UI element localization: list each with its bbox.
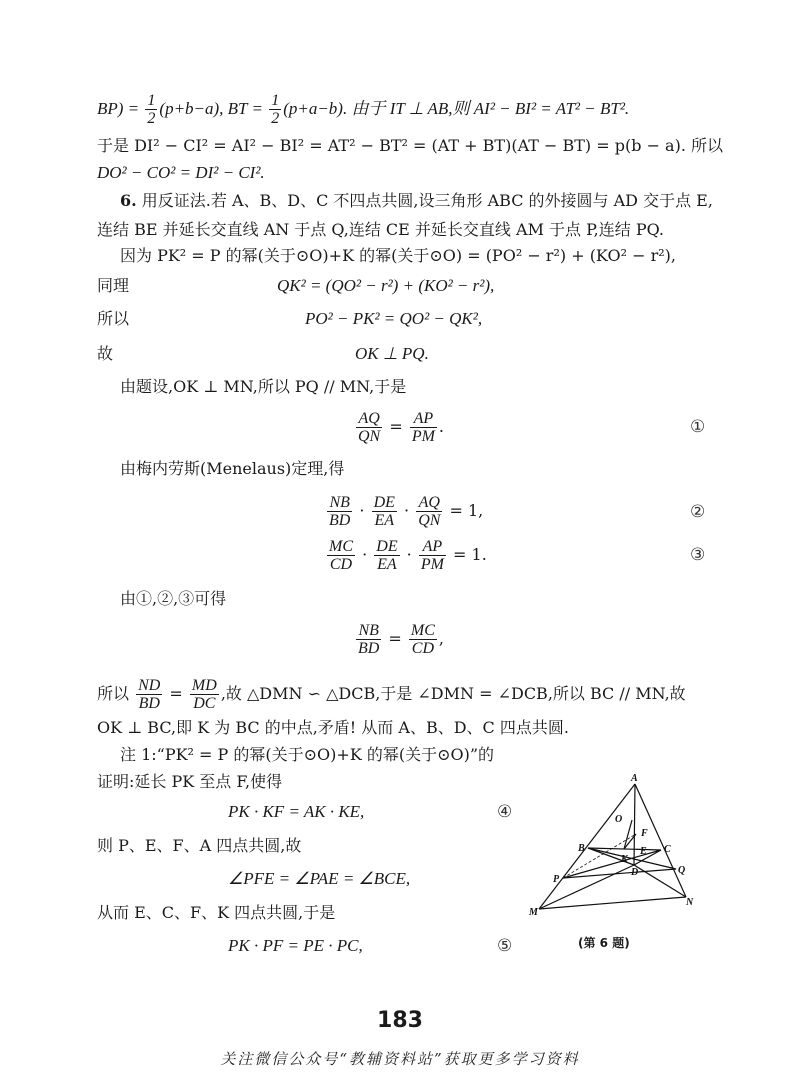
eq-pk-pf: PK · PF = PE · PC, [228, 936, 363, 955]
problem-number: 6. [120, 191, 137, 210]
text-line-1 [97, 92, 629, 127]
frac-nb-bd: $\frac{NB}{BD}$ [329, 494, 351, 529]
frac-aq-qn-2: $\frac{AQ}{QN}$ [418, 494, 441, 529]
label-C: C [664, 844, 671, 855]
frac-ap-pm-2: $\frac{AP}{PM}$ [420, 538, 444, 573]
figure-caption: (第 6 题) [578, 936, 630, 950]
eq-qk: QK² = (QO² − r²) + (KO² − r²), [277, 276, 495, 295]
fraction-half-2: $\frac{1}{2}$ [271, 92, 280, 127]
frac-nb-bd-2: $\frac{NB}{BD}$ [358, 622, 380, 657]
frac-md-dc: $\frac{MD}{DC}$ [191, 677, 217, 712]
text-similar: 所以 $\frac{ND}{BD}$ = $\frac{MD}{DC}$ ,故 △DMN ∽ △DCB,于是 ∠DMN = ∠DCB,所以 BC // MN,故 [97, 677, 686, 712]
eq-pk-kf: PK · KF = AK · KE, [228, 802, 365, 821]
label-P: P [553, 874, 560, 885]
label-M: M [529, 907, 538, 918]
note-1: 注 1:“PK² = P 的幂(关于⊙O)+K 的幂(关于⊙O)”的 [120, 745, 495, 764]
concyclic-text-2: 从而 E、C、F、K 四点共圆,于是 [97, 903, 336, 922]
similar-text: ,故 △DMN ∽ △DCB,于是 ∠DMN = ∠DCB,所以 BC // MN,故 [220, 684, 686, 703]
marker-1: ① [690, 417, 706, 437]
so-label-1: 所以 [97, 309, 130, 328]
menelaus-text: 由梅内劳斯(Menelaus)定理,得 [120, 459, 345, 478]
from-123-text: 由①,②,③可得 [120, 589, 227, 608]
eq-po-pk: PO² − PK² = QO² − QK², [305, 309, 483, 328]
frac-aq-qn: $\frac{AQ}{QN}$ [358, 410, 381, 445]
frac-de-ea-1: $\frac{DE}{EA}$ [373, 494, 395, 529]
marker-2: ② [690, 502, 706, 522]
equation-3: $\frac{MC}{CD}$ · $\frac{DE}{EA}$ · $\frac{AP}{PM}$ = 1. [329, 538, 487, 573]
eq-ok-pq: OK ⊥ PQ. [355, 344, 429, 363]
problem-6-text: 用反证法.若 A、B、D、C 不四点共圆,设三角形 ABC 的外接圆与 AD 交于点 E, [136, 191, 713, 210]
label-O: O [615, 814, 623, 825]
footer-promo: 关注微信公众号“教辅资料站”获取更多学习资料 [220, 1050, 580, 1068]
label-E: E [640, 846, 647, 857]
line1-a: BP) = [97, 99, 144, 118]
marker-5: ⑤ [497, 936, 513, 956]
label-K: K [621, 854, 628, 865]
marker-4: ④ [497, 802, 513, 822]
equation-2: $\frac{NB}{BD}$ · $\frac{DE}{EA}$ · $\frac{AQ}{QN}$ = 1, [329, 494, 484, 529]
text-ok-mn: 由题设,OK ⊥ MN,所以 PQ // MN,于是 [120, 377, 407, 396]
eq-angles: ∠PFE = ∠PAE = ∠BCE, [228, 869, 411, 888]
label-F: F [641, 828, 648, 839]
line1-c: (p+a−b). 由于 IT ⊥ AB,则 AI² − BI² = AT² − BT². [283, 99, 630, 118]
line1-b: (p+b−a), BT = [159, 99, 268, 118]
label-D: D [631, 867, 639, 878]
text-line-2: 于是 DI² − CI² = AI² − BI² = AT² − BT² = (AT + BT)(AT − BT) = p(b − a). 所以 [97, 136, 724, 155]
text-contradiction: OK ⊥ BC,即 K 为 BC 的中点,矛盾! 从而 A、B、D、C 四点共圆. [97, 718, 569, 737]
problem-6-line-2: 连结 BE 并延长交直线 AN 于点 Q,连结 CE 并延长交直线 AM 于点 P,连结 PQ. [97, 220, 664, 239]
text-line-3: DO² − CO² = DI² − CI². [97, 163, 265, 182]
same-reason-label: 同理 [97, 276, 130, 295]
label-Q: Q [678, 865, 686, 876]
frac-ap-pm: $\frac{AP}{PM}$ [411, 410, 435, 445]
concyclic-text-1: 则 P、E、F、A 四点共圆,故 [97, 836, 302, 855]
problem-6-line-1 [120, 190, 713, 212]
label-A: A [631, 773, 638, 784]
frac-mc-cd: $\frac{MC}{CD}$ [329, 538, 353, 573]
label-N: N [686, 897, 694, 908]
page-number: 183 [377, 1008, 423, 1033]
geometry-figure [528, 772, 698, 932]
equation-ratio: $\frac{NB}{BD}$ = $\frac{MC}{CD}$ , [358, 622, 444, 657]
frac-mc-cd-2: $\frac{MC}{CD}$ [410, 622, 435, 657]
therefore-label: 故 [97, 344, 114, 363]
proof-line: 证明:延长 PK 至点 F,使得 [97, 772, 283, 791]
equation-1: $\frac{AQ}{QN}$ = $\frac{AP}{PM}$ . [358, 410, 445, 445]
marker-3: ③ [690, 545, 706, 565]
frac-nd-bd: $\frac{ND}{BD}$ [138, 677, 161, 712]
problem-6-line-3: 因为 PK² = P 的幂(关于⊙O)+K 的幂(关于⊙O) = (PO² − r²) + (KO² − r²), [120, 246, 676, 265]
frac-de-ea-2: $\frac{DE}{EA}$ [376, 538, 398, 573]
so-label-2: 所以 [97, 684, 130, 703]
fraction-half-1: $\frac{1}{2}$ [147, 92, 156, 127]
label-B: B [578, 843, 585, 854]
